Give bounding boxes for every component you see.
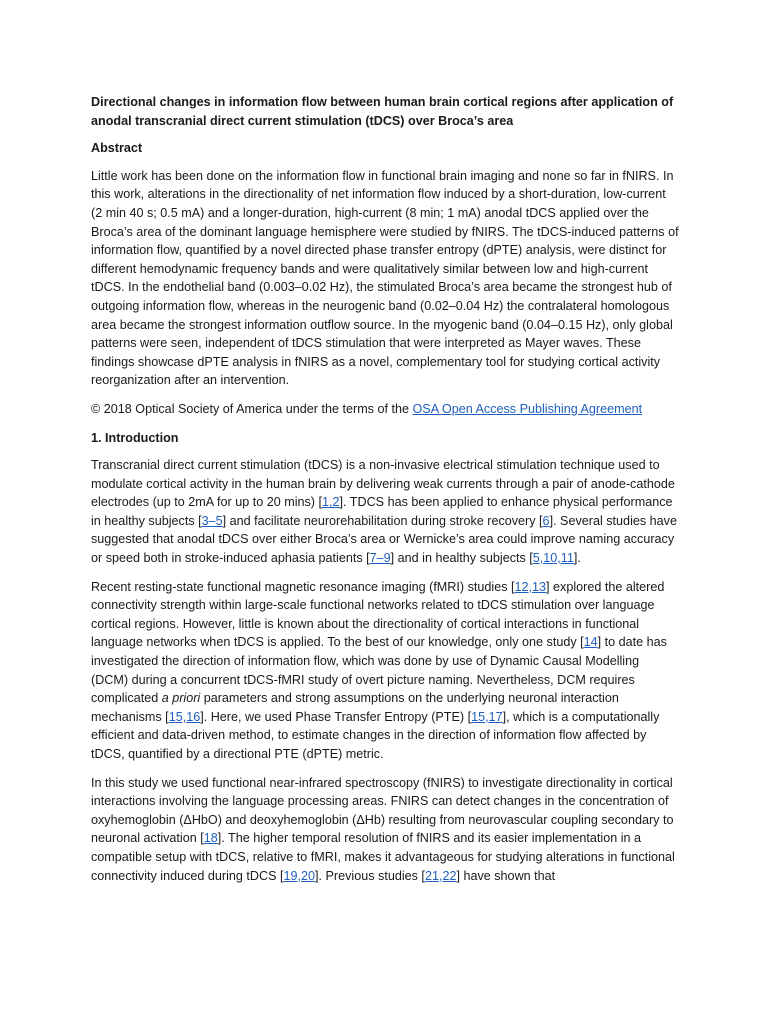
text-segment: ] and facilitate neurorehabilitation during stroke recovery [ (222, 513, 543, 528)
abstract-heading: Abstract (91, 141, 143, 156)
reference-link[interactable]: 18 (203, 831, 218, 846)
copyright-text: © 2018 Optical Society of America under the terms of the (91, 401, 413, 416)
reference-link[interactable]: 3–5 (201, 513, 223, 528)
italic-term: a priori (161, 691, 201, 706)
text-segment: parameters and strong assumptions on the underlying neuronal interaction mechanisms [ (91, 691, 619, 724)
text-segment: ]. (573, 551, 581, 566)
text-segment: ] explored the altered connectivity strength within large-scale functional networks related to tDCS stimulation over language cortical regions. However, little is known about the directionality of cortical interactions in functional language networks when tDCS is applied. To the best of our knowledge, only one study [ (91, 579, 665, 650)
abstract-text: Little work has been done on the information flow in functional brain imaging and none so far in fNIRS. In this work, alterations in the directionality of net information flow induced by a short-duration, low-current (2 min 40 s; 0.5 mA) and a longer-duration, high-current (8 min; 1 mA) anodal tDCS applied over the Broca’s area of the dominant language hemisphere were studied by fNIRS. The tDCS-induced patterns of information flow, quantified by a novel directed phase transfer entropy (dPTE) analysis, were distinct for different hemodynamic frequency bands and were qualitatively similar between low and high-current tDCS. In the endothelial band (0.003–0.02 Hz), the stimulated Broca’s area became the strongest hub of outgoing information flow, whereas in the neurogenic band (0.02–0.04 Hz) the contralateral homologous area became the strongest information outflow source. In the myogenic band (0.04–0.15 Hz), only global patterns were seen, independent of tDCS stimulation that were interpreted as Mayer waves. These findings showcase dPTE analysis in fNIRS as a novel, complementary tool for studying cortical activity reorganization after an intervention. (91, 168, 679, 388)
reference-link[interactable]: 15,17 (471, 709, 503, 724)
intro-paragraph-1 (91, 456, 679, 568)
intro-paragraph-2 (91, 578, 679, 764)
article-title: Directional changes in information flow between human brain cortical regions after application of anodal transcranial direct current stimulation (tDCS) over Broca’s area (91, 95, 674, 128)
reference-link[interactable]: 15,16 (168, 709, 201, 724)
text-segment: Recent resting-state functional magnetic resonance imaging (fMRI) studies [ (91, 579, 515, 594)
reference-link[interactable]: 5,10,11 (532, 551, 574, 566)
reference-link[interactable]: 6 (542, 513, 550, 528)
text-segment: ]. Several studies have suggested that anodal tDCS over either Broca’s area or Wernicke’s area could improve naming accuracy or speed both in stroke-induced aphasia patients [ (91, 513, 677, 566)
text-segment: ]. Here, we used Phase Transfer Entropy (PTE) [ (200, 709, 472, 724)
reference-link[interactable]: 12,13 (514, 579, 547, 594)
text-segment: ] and in healthy subjects [ (390, 551, 533, 566)
text-segment: Transcranial direct current stimulation (tDCS) is a non-invasive electrical stimulation technique used to modulate cortical activity in the human brain by delivering weak currents through a pair of anode-cathode electrodes (up to 2mA for up to 20 mins) [ (91, 458, 675, 510)
text-segment: ]. Previous studies [ (315, 868, 425, 883)
reference-link[interactable]: 19,20 (283, 868, 316, 883)
intro-paragraph-3 (91, 774, 679, 886)
reference-link[interactable]: 21,22 (424, 868, 457, 883)
text-segment: ], which is a computationally efficient and data-driven method, to estimate changes in the direction of information flow affected by tDCS, quantified by a directional PTE (dPTE) metric. (91, 709, 660, 761)
copyright-notice (91, 400, 679, 419)
article-page (91, 93, 679, 895)
introduction-heading: 1. Introduction (91, 430, 179, 445)
text-segment: ] have shown that (456, 868, 556, 883)
osa-agreement-link[interactable]: OSA Open Access Publishing Agreement (412, 401, 643, 416)
text-segment: ]. The higher temporal resolution of fNIRS and its easier implementation in a compatible setup with tDCS, relative to fMRI, makes it advantageous for studying alterations in functional connectivity induced during tDCS [ (91, 831, 675, 883)
text-segment: In this study we used functional near-infrared spectroscopy (fNIRS) to investigate directionality in cortical interactions involving the language processing areas. FNIRS can detect changes in the concentration of oxyhemoglobin (ΔHbO) and deoxyhemoglobin (ΔHb) resulting from neurovascular coupling secondary to neuronal activation [ (91, 775, 674, 846)
text-segment: ] to date has investigated the direction of information flow, which was done by use of Dynamic Causal Modelling (DCM) during a concurrent tDCS-fMRI study of overt picture naming. Nevertheless, DCM requires complicated (91, 635, 667, 706)
reference-link[interactable]: 1,2 (322, 495, 340, 510)
reference-link[interactable]: 7–9 (369, 551, 391, 566)
text-segment: ]. TDCS has been applied to enhance physical performance in healthy subjects [ (91, 495, 673, 528)
reference-link[interactable]: 14 (583, 635, 598, 650)
